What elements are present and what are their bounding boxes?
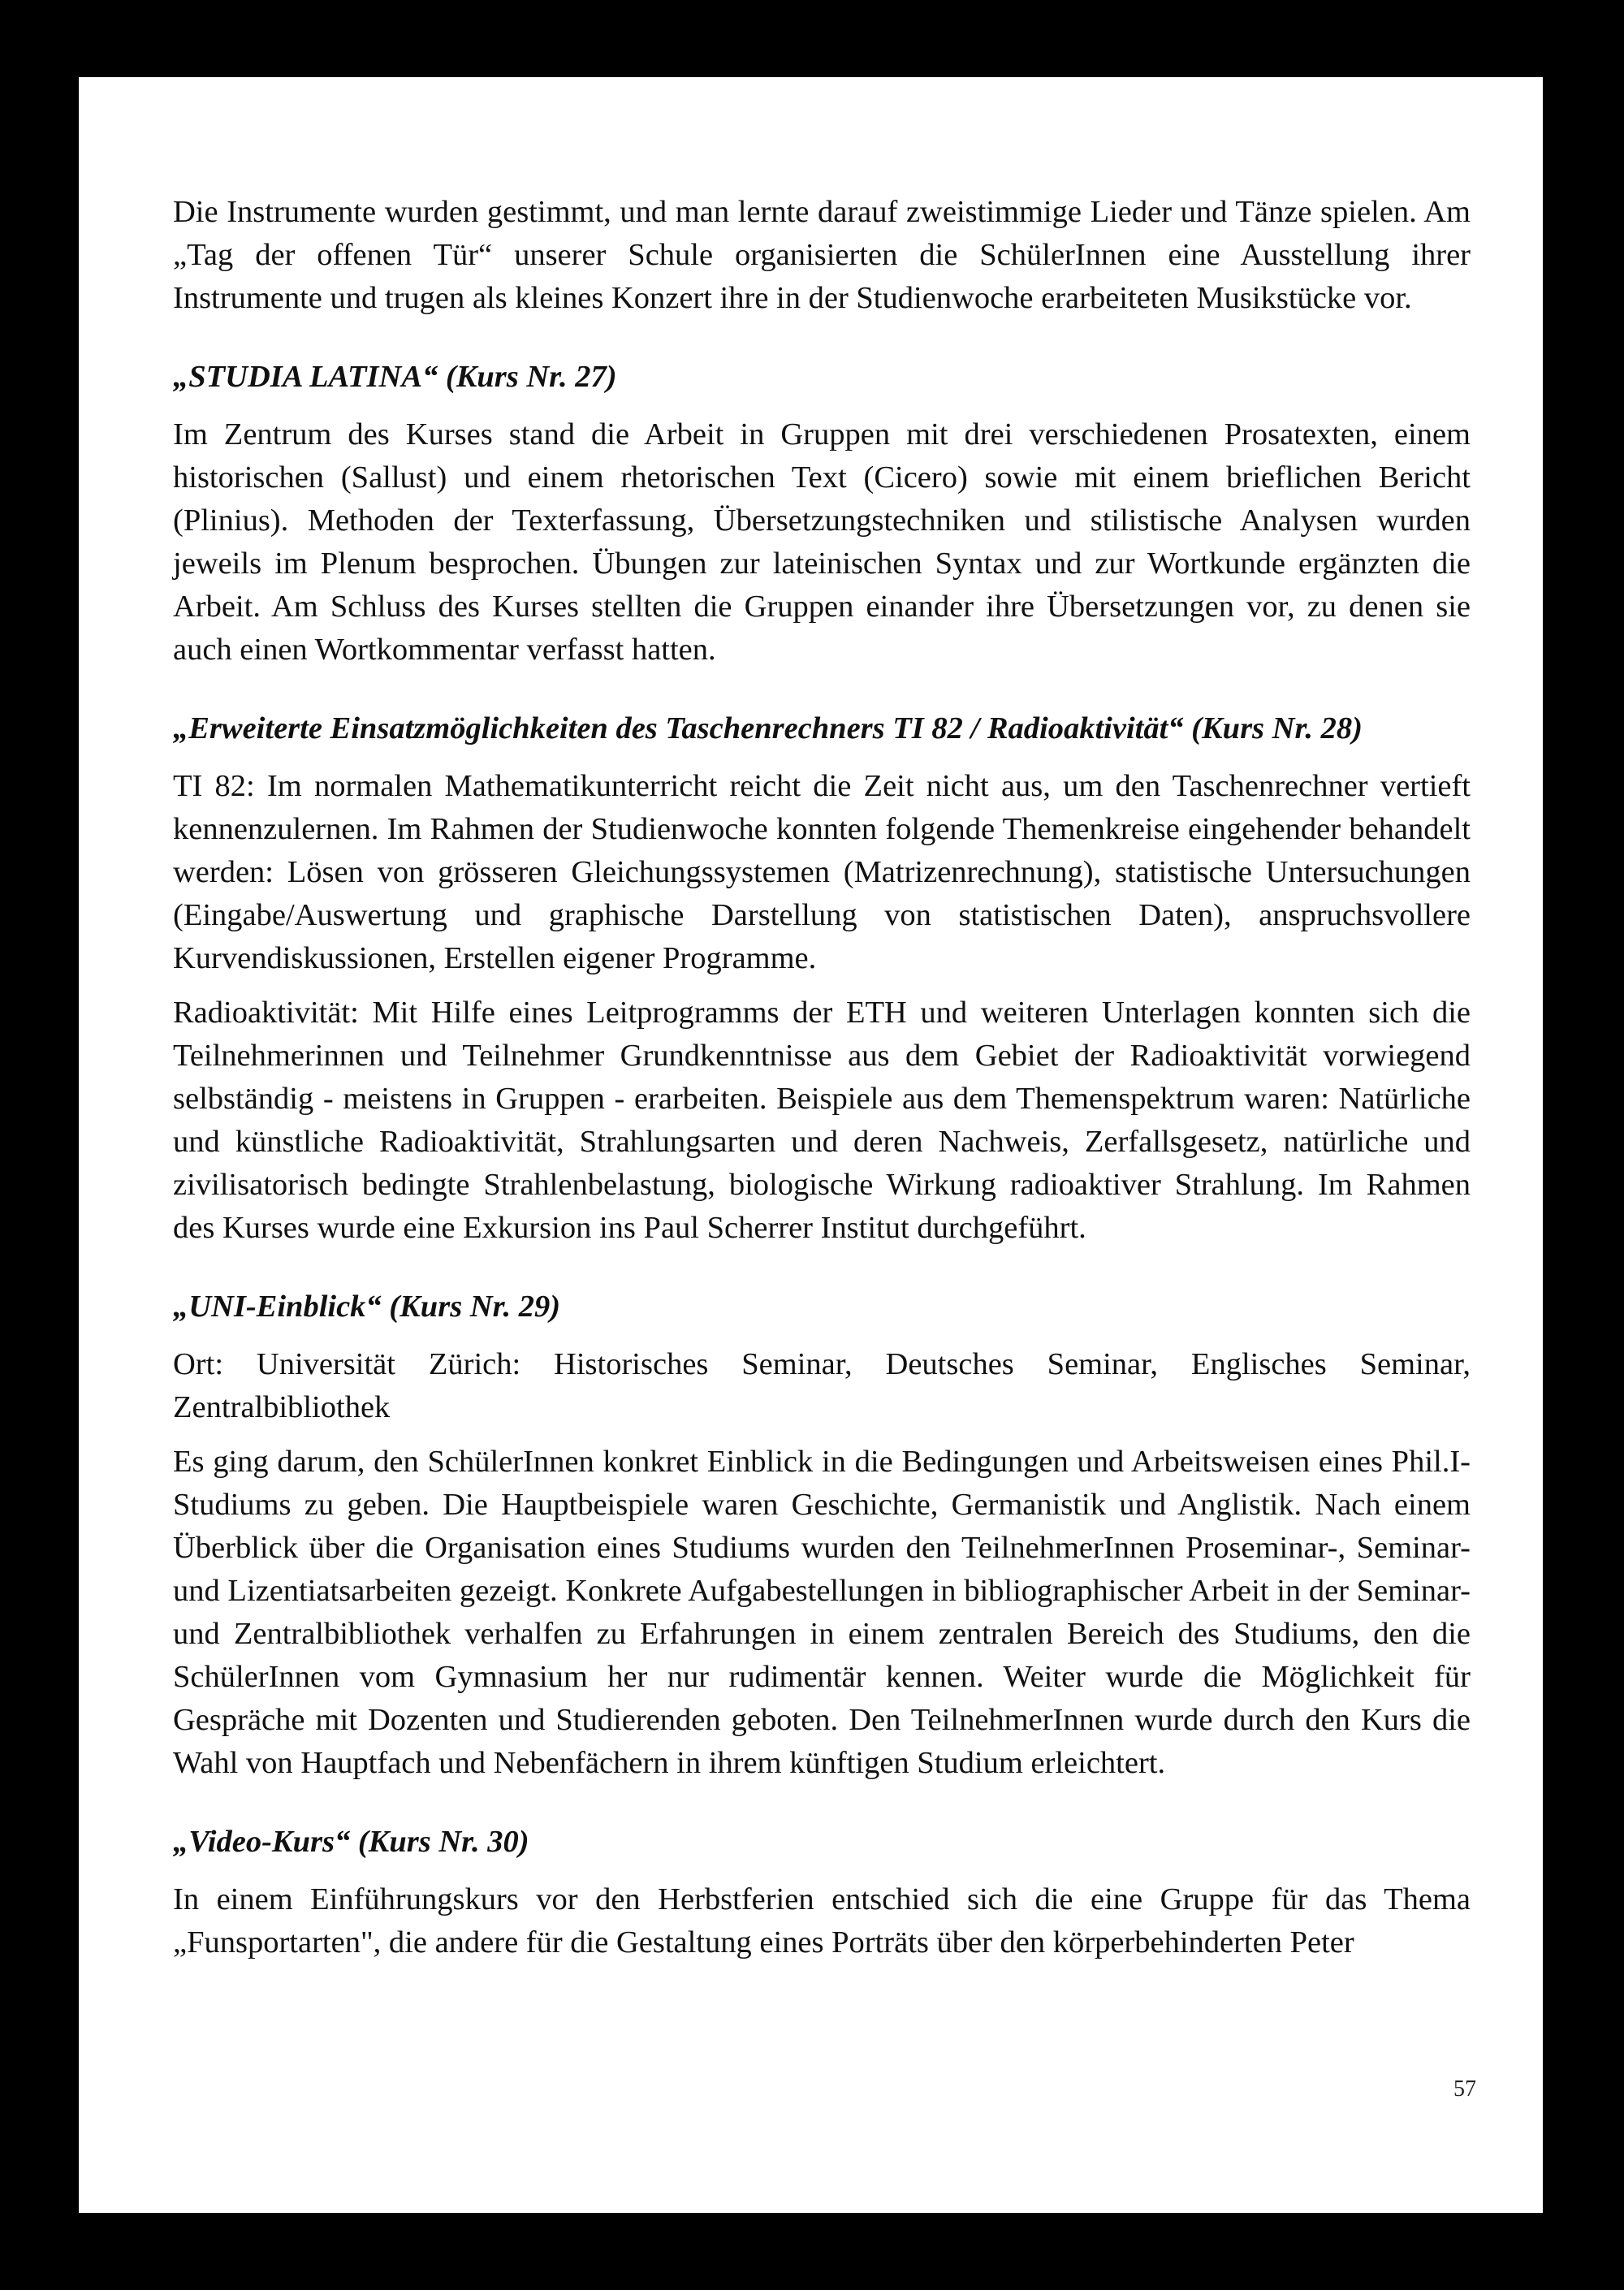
course-27-heading: „STUDIA LATINA“ (Kurs Nr. 27)	[173, 360, 617, 394]
course-30-paragraph: In einem Einführungskurs vor den Herbstferien entschied sich die eine Gruppe für das Thema „Funsportarten", die andere für die Gestaltung eines Porträts über den körperbehinderten Peter	[173, 1882, 1471, 1959]
course-30-heading: „Video-Kurs“ (Kurs Nr. 30)	[173, 1825, 529, 1859]
course-27-paragraph: Im Zentrum des Kurses stand die Arbeit in Gruppen mit drei verschiedenen Prosatexten, einem historischen (Sallust) und einem rhetorischen Text (Cicero) sowie mit einem brieflichen Bericht (Plinius). Methoden der Texterfassung, Übersetzungstechniken und stilistische Analysen wurden jeweils im Plenum besprochen. Übungen zur lateinischen Syntax und zur Wortkunde ergänzten die Arbeit. Am Schluss des Kurses stellten die Gruppen einander ihre Übersetzungen vor, zu denen sie auch einen Wortkommentar verfasst hatten.	[173, 417, 1471, 667]
page-number: 57	[1453, 2076, 1476, 2102]
course-28-heading: „Erweiterte Einsatzmöglichkeiten des Taschenrechners TI 82 / Radioaktivität“ (Kurs Nr. 28)	[173, 711, 1363, 745]
course-29-paragraph-description: Es ging darum, den SchülerInnen konkret Einblick in die Bedingungen und Arbeitsweisen eines Phil.I-Studiums zu geben. Die Hauptbeispiele waren Geschichte, Germanistik und Anglistik. Nach einem Überblick über die Organisation eines Studiums wurden den TeilnehmerInnen Proseminar-, Seminar- und Lizentiatsarbeiten gezeigt. Konkrete Aufgabestellungen in bibliographischer Arbeit in der Seminar- und Zentralbibliothek verhalfen zu Erfahrungen in einem zentralen Bereich des Studiums, den die SchülerInnen vom Gymnasium her nur rudimentär kennen. Weiter wurde die Möglichkeit für Gespräche mit Dozenten und Studierenden geboten. Den TeilnehmerInnen wurde durch den Kurs die Wahl von Hauptfach und Nebenfächern in ihrem künftigen Studium erleichtert.	[173, 1445, 1471, 1780]
page-content	[173, 191, 1471, 1964]
course-29-heading: „UNI-Einblick“ (Kurs Nr. 29)	[173, 1290, 561, 1324]
course-29-paragraph-location: Ort: Universität Zürich: Historisches Seminar, Deutsches Seminar, Englisches Seminar, Zentralbibliothek	[173, 1347, 1471, 1424]
document-page	[79, 77, 1543, 2213]
intro-paragraph: Die Instrumente wurden gestimmt, und man lernte darauf zweistimmige Lieder und Tänze spielen. Am „Tag der offenen Tür“ unserer Schule organisierten die SchülerInnen eine Ausstellung ihrer Instrumente und trugen als kleines Konzert ihre in der Studienwoche erarbeiteten Musikstücke vor.	[173, 195, 1471, 315]
course-28-paragraph-radioactivity: Radioaktivität: Mit Hilfe eines Leitprogramms der ETH und weiteren Unterlagen konnten sich die Teilnehmerinnen und Teilnehmer Grundkenntnisse aus dem Gebiet der Radioaktivität vorwiegend selbständig - meistens in Gruppen - erarbeiten. Beispiele aus dem Themenspektrum waren: Natürliche und künstliche Radioaktivität, Strahlungsarten und deren Nachweis, Zerfallsgesetz, natürliche und zivilisatorisch bedingte Strahlenbelastung, biologische Wirkung radioaktiver Strahlung. Im Rahmen des Kurses wurde eine Exkursion ins Paul Scherrer Institut durchgeführt.	[173, 996, 1471, 1245]
course-28-paragraph-ti82: TI 82: Im normalen Mathematikunterricht reicht die Zeit nicht aus, um den Taschenrechner vertieft kennenzulernen. Im Rahmen der Studienwoche konnten folgende Themenkreise eingehender behandelt werden: Lösen von grösseren Gleichungssystemen (Matrizenrechnung), statistische Untersuchungen (Eingabe/Auswertung und graphische Darstellung von statistischen Daten), anspruchsvollere Kurvendiskussionen, Erstellen eigener Programme.	[173, 769, 1471, 975]
